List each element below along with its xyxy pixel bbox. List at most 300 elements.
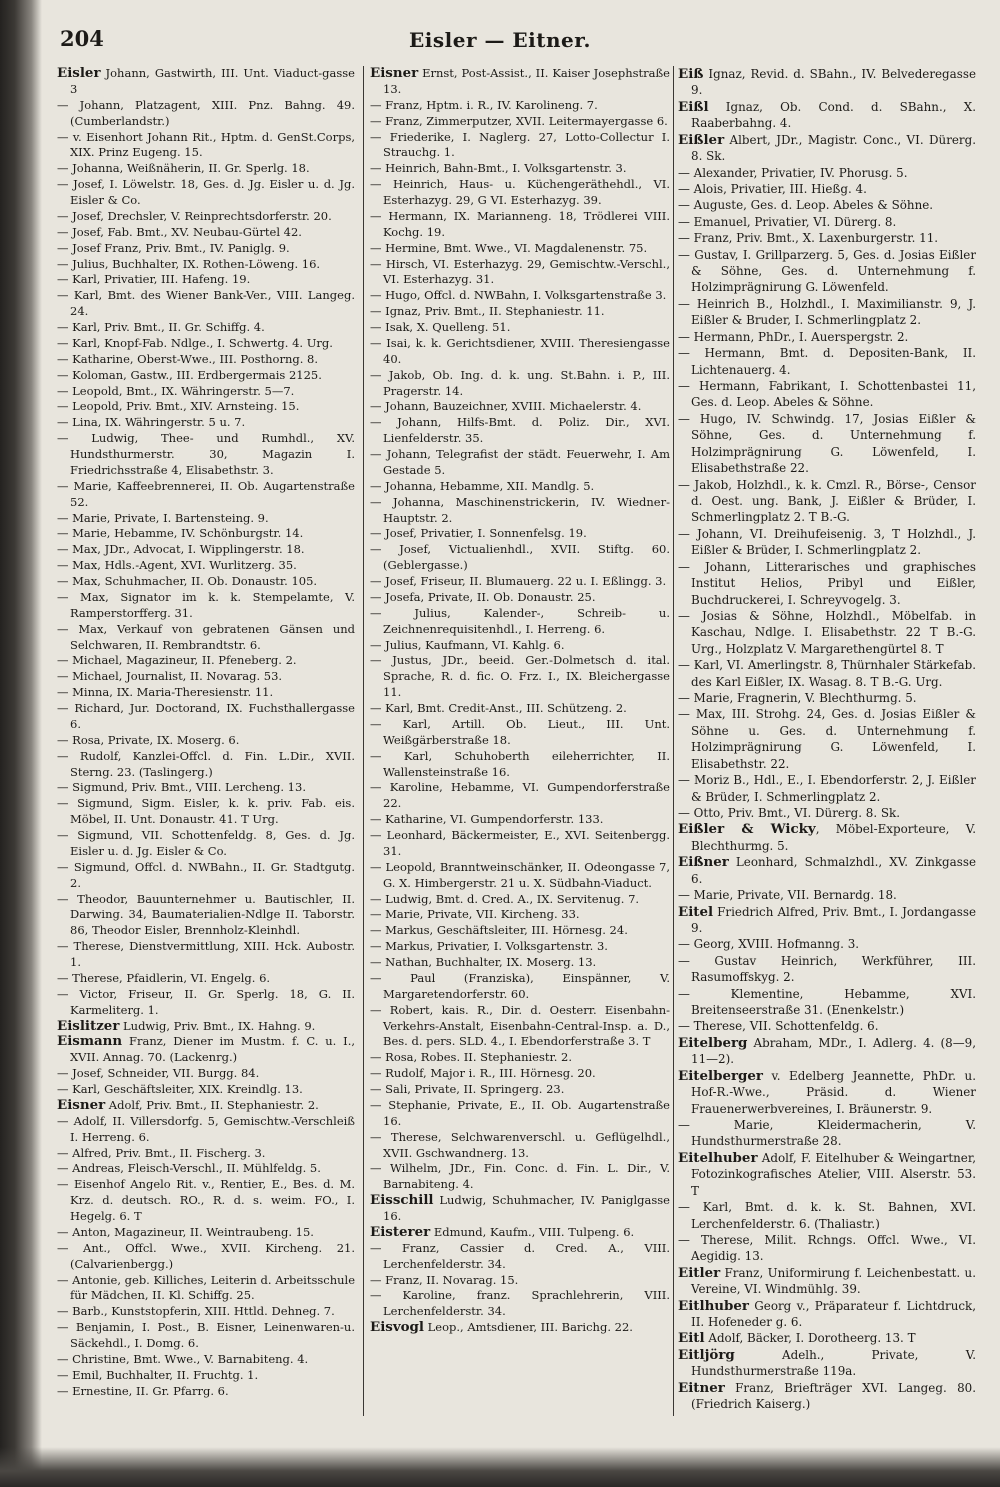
entry-text: — Nathan, Buchhalter, IX. Moserg. 13. [370, 955, 597, 969]
entry-text: Franz, Diener im Mustm. f. C. u. I., XVII. Annag. 70. (Lackenrg.) [70, 1034, 355, 1065]
directory-entry [370, 892, 670, 908]
directory-entry [57, 1114, 355, 1146]
entry-text: — Sigmund, Offcl. d. NWBahn., II. Gr. Stadtgutg. 2. [57, 859, 355, 890]
entry-surname: Eitelberger [678, 1067, 763, 1084]
entry-text: — Max, JDr., Advocat, I. Wipplingerstr. 18. [57, 542, 305, 557]
directory-entry [57, 733, 355, 749]
entry-text: Franz, Uniformirung f. Leichenbestatt. u. Vereine, VI. Windmühlg. 39. [691, 1265, 976, 1297]
directory-entry [57, 1161, 355, 1177]
entry-text: Albert, JDr., Magistr. Conc., VI. Dürerg. 8. Sk. [691, 132, 976, 164]
entry-text: Ignaz, Revid. d. SBahn., IV. Belvederegasse 9. [691, 67, 976, 98]
entry-text: — Heinrich B., Holzhdl., I. Maximilianstr. 9, J. Eißler & Bruder, I. Schmerlingplatz 2. [678, 296, 976, 328]
directory-entry [678, 559, 976, 608]
entry-text: — Hermann, IX. Marianneng. 18, Trödlerei VIII. Kochg. 19. [370, 208, 670, 239]
directory-entry [678, 936, 976, 952]
directory-entry [57, 653, 355, 669]
entry-text: — Otto, Priv. Bmt., VI. Dürerg. 8. Sk. [678, 805, 901, 820]
directory-entry [57, 971, 355, 987]
directory-entry [678, 1199, 976, 1232]
entry-text: — Therese, Milit. Rchngs. Offcl. Wwe., VI. Aegidig. 13. [678, 1232, 976, 1264]
entry-text: — Karl, Schuhoberth eileherrichter, II. Wallensteinstraße 16. [370, 748, 670, 779]
entry-text: — Karoline, Hebamme, VI. Gumpendorferstraße 22. [370, 780, 670, 811]
directory-entry [678, 411, 976, 477]
page-gutter-shadow [0, 0, 42, 1487]
entry-text: Ignaz, Ob. Cond. d. SBahn., X. Raaberbahng. 4. [691, 99, 976, 131]
directory-entry [370, 955, 670, 971]
page-header [0, 26, 1000, 60]
directory-entry [370, 241, 670, 257]
entry-text: — Johann, Litterarisches und graphisches Institut Helios, Pribyl und Eißler, Buchdruckerei, I. Schreyvogelg. 3. [678, 559, 976, 607]
entry-text: — Josef, Schneider, VII. Burgg. 84. [57, 1066, 260, 1081]
entry-surname: Eislitzer [57, 1017, 120, 1034]
directory-entry [370, 828, 670, 860]
entry-text: — Sigmund, Sigm. Eisler, k. k. priv. Fab. eis. Möbel, II. Unt. Donaustr. 41. T Urg. [57, 796, 355, 827]
entry-text: — Josef, Victualienhdl., XVII. Stiftg. 60. (Geblergasse.) [370, 542, 670, 573]
entry-text: Adolf, Priv. Bmt., II. Stephaniestr. 2. [105, 1097, 319, 1112]
entry-text: — Johanna, Weißnäherin, II. Gr. Sperlg. 18. [57, 161, 310, 176]
entry-text: — Julius, Kalender-, Schreib- u. Zeichnenrequisitenhdl., I. Herreng. 6. [370, 605, 670, 636]
entry-text: — Johann, Telegrafist der städt. Feuerwehr, I. Am Gestade 5. [370, 447, 670, 477]
entry-text: — Johann, VI. Dreihufeisenig. 3, T Holzhdl., J. Eißler & Brüder, I. Schmerlingplatz 2. [678, 526, 976, 558]
directory-entry [678, 1035, 976, 1068]
entry-text: — Marie, Hebamme, IV. Schönburgstr. 14. [57, 526, 304, 541]
directory-entry [57, 701, 355, 733]
entry-text: — Michael, Magazineur, II. Pfeneberg. 2. [57, 653, 297, 668]
entry-text: — Ernestine, II. Gr. Pfarrg. 6. [57, 1383, 229, 1398]
directory-entry [370, 114, 670, 130]
entry-text: — Karl, Knopf-Fab. Ndlge., I. Schwertg. 4. Urg. [57, 335, 333, 350]
entry-text: — Hermine, Bmt. Wwe., VI. Magdalenenstr. 75. [370, 240, 648, 255]
entry-text: — Rosa, Robes. II. Stephaniestr. 2. [370, 1050, 573, 1065]
entry-text: — Michael, Journalist, II. Novarag. 53. [57, 669, 283, 684]
entry-text: — Karl, Geschäftsleiter, XIX. Kreindlg. 13. [57, 1082, 303, 1096]
entry-text: — Leopold, Branntweinschänker, II. Odeongasse 7, G. X. Himbergerstr. 21 u. X. Südbahn-Viaduct. [370, 859, 670, 890]
directory-entry [370, 590, 670, 606]
directory-entry [678, 986, 976, 1019]
entry-text: — Karl, Bmt. Credit-Anst., III. Schützeng. 2. [370, 701, 627, 715]
entry-text: Abraham, MDr., I. Adlerg. 4. (8—9, 11—2). [691, 1035, 976, 1067]
directory-entry [370, 415, 670, 447]
entry-text: — v. Eisenhort Johann Rit., Hptm. d. GenSt.Corps, XIX. Prinz Eugeng. 15. [57, 129, 355, 160]
entry-surname: Eitelberg [678, 1034, 748, 1051]
entry-text: — Katharine, Oberst-Wwe., III. Posthorng. 8. [57, 351, 319, 366]
entry-text: — Sigmund, Priv. Bmt., VIII. Lercheng. 13. [57, 780, 306, 795]
entry-text: — Franz, Hptm. i. R., IV. Karolineng. 7. [370, 97, 598, 112]
directory-entry [678, 378, 976, 411]
directory-entry [678, 230, 976, 246]
entry-text: — Karl, Priv. Bmt., II. Gr. Schiffg. 4. [57, 320, 265, 334]
entry-text: — Johann, Platzagent, XIII. Pnz. Bahng. 49. (Cumberlandstr.) [57, 97, 355, 128]
directory-entry [678, 247, 976, 296]
entry-text: — Max, Hdls.-Agent, XVI. Wurlitzerg. 35. [57, 558, 297, 573]
directory-entry [678, 1232, 976, 1265]
directory-entry [370, 638, 670, 654]
directory-entry [370, 717, 670, 749]
entry-text: — Therese, Dienstvermittlung, XIII. Hck. Aubostr. 1. [57, 939, 355, 969]
directory-entry [370, 1082, 670, 1098]
entry-text: Friedrich Alfred, Priv. Bmt., I. Jordangasse 9. [691, 904, 976, 935]
entry-text: — Sigmund, VII. Schottenfeldg. 8, Ges. d. Jg. Eisler u. d. Jg. Eisler & Co. [57, 828, 355, 858]
entry-text: — Marie, Private, VII. Kircheng. 33. [370, 907, 580, 922]
directory-entry [678, 690, 976, 706]
directory-entry [57, 1146, 355, 1162]
entry-surname: Eismann [57, 1033, 123, 1050]
directory-entry [678, 66, 976, 99]
entry-text: — Franz, Cassier d. Cred. A., VIII. Lerchenfelderstr. 34. [370, 1240, 670, 1271]
directory-entry [678, 1347, 976, 1380]
page-bottom-shadow [0, 1447, 1000, 1487]
entry-text: Adolf, Bäcker, I. Dorotheerg. 13. T [704, 1331, 916, 1346]
directory-entry [678, 132, 976, 165]
directory-entry [370, 907, 670, 923]
entry-text: — Marie, Kleidermacherin, V. Hundsthurmerstraße 28. [678, 1118, 976, 1149]
directory-entry [370, 209, 670, 241]
entry-text: — Max, Verkauf von gebratenen Gänsen und Selchwaren, II. Rembrandtstr. 6. [57, 621, 355, 652]
directory-entry [57, 511, 355, 527]
entry-surname: Eisterer [370, 1223, 431, 1240]
entry-text: — Marie, Private, VII. Bernardg. 18. [678, 888, 897, 903]
directory-entry [57, 1320, 355, 1352]
directory-entry [57, 177, 355, 209]
directory-entry [370, 1273, 670, 1289]
entry-text: — Josef, Fab. Bmt., XV. Neubau-Gürtel 42. [57, 224, 302, 239]
directory-entry [678, 904, 976, 937]
directory-entry [678, 706, 976, 772]
directory-entry [370, 320, 670, 336]
directory-entry [370, 923, 670, 939]
entry-text: — Stephanie, Private, E., II. Ob. Augartenstraße 16. [370, 1097, 670, 1128]
directory-entry [678, 1330, 976, 1346]
entry-text: Ernst, Post-Assist., II. Kaiser Josephstraße 13. [383, 66, 670, 96]
directory-entry [370, 542, 670, 574]
directory-entry [678, 165, 976, 181]
entry-text: , Möbel-Exporteure, V. Blechthurmg. 5. [691, 822, 976, 853]
entry-text: — Josias & Söhne, Holzhdl., Möbelfab. in Kaschau, Ndlge. I. Elisabethstr. 22 T B.-G. Urg., Holzplatz V. Margarethengürtel 8. T [678, 608, 976, 656]
directory-entry [370, 1130, 670, 1162]
entry-surname: Eiß [678, 66, 704, 82]
directory-entry [678, 99, 976, 132]
directory-entry [370, 447, 670, 479]
entry-text: — Hermann, Bmt. d. Depositen-Bank, II. Lichtenauerg. 4. [678, 346, 976, 377]
entry-text: — Johanna, Hebamme, XII. Mandlg. 5. [370, 478, 595, 493]
directory-entry [57, 1034, 355, 1066]
entry-text: — Karl, Artill. Ob. Lieut., III. Unt. Weißgärberstraße 18. [370, 716, 670, 747]
directory-entry [370, 574, 670, 590]
directory-entry [57, 1241, 355, 1273]
directory-entry [57, 1066, 355, 1082]
directory-entry [370, 1320, 670, 1336]
entry-text: — Benjamin, I. Post., B. Eisner, Leinenwaren-u. Säckehdl., I. Domg. 6. [57, 1320, 355, 1350]
directory-entry [678, 181, 976, 197]
entry-text: — Franz, Zimmerputzer, XVII. Leitermayergasse 6. [370, 113, 668, 128]
directory-entry [678, 1018, 976, 1034]
entry-surname: Eisvogl [370, 1319, 424, 1336]
directory-entry [678, 1298, 976, 1331]
entry-text: — Karoline, franz. Sprachlehrerin, VIII. Lerchenfelderstr. 34. [370, 1288, 670, 1319]
directory-entry [370, 812, 670, 828]
directory-entry [57, 558, 355, 574]
directory-entry [57, 241, 355, 257]
entry-text: — Emil, Buchhalter, II. Fruchtg. 1. [57, 1367, 259, 1382]
directory-entry [678, 805, 976, 821]
entry-text: Adolf, F. Eitelhuber & Weingartner, Fotozinkografisches Atelier, VIII. Alserstr. 53. T [691, 1150, 976, 1198]
directory-entry [57, 939, 355, 971]
directory-entry [370, 257, 670, 289]
entry-surname: Eißler & Wicky [678, 821, 816, 838]
directory-entry [57, 1384, 355, 1400]
entry-surname: Eißler [678, 131, 725, 148]
entry-surname: Eißner [678, 854, 729, 871]
entry-text: — Andreas, Fleisch-Verschl., II. Mühlfeldg. 5. [57, 1161, 321, 1176]
entry-text: — Antonie, geb. Killiches, Leiterin d. Arbeitsschule für Mädchen, II. Kl. Schiffg. 25. [57, 1272, 355, 1303]
entry-text: — Josef Franz, Priv. Bmt., IV. Paniglg. 9. [57, 240, 290, 255]
entry-text: — Rudolf, Kanzlei-Offcl. d. Fin. L.Dir., XVII. Sterng. 23. (Taslingerg.) [57, 748, 355, 779]
directory-entry [57, 161, 355, 177]
entry-text: — Markus, Privatier, I. Volksgartenstr. 3. [370, 939, 608, 954]
entry-text: Franz, Briefträger XVI. Langeg. 80. (Friedrich Kaiserg.) [691, 1380, 976, 1412]
entry-text: — Leonhard, Bäckermeister, E., XVI. Seitenbergg. 31. [370, 828, 670, 858]
directory-entry [678, 526, 976, 559]
directory-entry [678, 477, 976, 526]
entry-text: Edmund, Kaufm., VIII. Tulpeng. 6. [430, 1224, 635, 1239]
directory-entry [678, 197, 976, 213]
directory-entry [57, 749, 355, 781]
directory-entry [57, 1225, 355, 1241]
directory-entry [370, 971, 670, 1003]
entry-text: — Wilhelm, JDr., Fin. Conc. d. Fin. L. Dir., V. Barnabiteng. 4. [370, 1161, 670, 1192]
entry-text: — Theodor, Bauunternehmer u. Bautischler, II. Darwing. 34, Baumaterialien-Ndlge II. Taborstr. 86, Theodor Eisler, Brennholz-Kleinhdl. [57, 891, 355, 938]
entry-text: — Barb., Kunststopferin, XIII. Httld. Dehneg. 7. [57, 1304, 335, 1319]
directory-entry [57, 272, 355, 288]
directory-entry [57, 892, 355, 940]
directory-entry [370, 749, 670, 781]
directory-entry [370, 1193, 670, 1225]
entry-text: — Josef, Drechsler, V. Reinprechtsdorferstr. 20. [57, 208, 332, 223]
directory-entry [370, 130, 670, 162]
directory-entry [57, 98, 355, 130]
directory-entry [57, 479, 355, 511]
directory-entry [678, 821, 976, 854]
directory-entry [678, 214, 976, 230]
entry-text: — Franz, II. Novarag. 15. [370, 1272, 519, 1287]
entry-text: — Robert, kais. R., Dir. d. Oesterr. Eisenbahn-Verkehrs-Anstalt, Eisenbahn-Central-Insp. a. D., Bes. d. pers. SLD. 4., I. Ebendorferstraße 3. T [370, 1002, 670, 1049]
entry-text: — Leopold, Bmt., IX. Währingerstr. 5—7. [57, 383, 295, 398]
directory-entry [678, 1380, 976, 1413]
entry-text: — Klementine, Hebamme, XVI. Breitenseerstraße 31. (Enenkelstr.) [678, 986, 976, 1018]
directory-entry [370, 701, 670, 717]
entry-text: — Richard, Jur. Doctorand, IX. Fuchsthallergasse 6. [57, 701, 355, 731]
directory-entry [678, 608, 976, 657]
directory-entry [57, 780, 355, 796]
directory-entry [57, 336, 355, 352]
entry-text: — Karl, Privatier, III. Hafeng. 19. [57, 272, 251, 287]
entry-text: — Hirsch, VI. Esterhazyg. 29, Gemischtw.-Verschl., VI. Esterhazyg. 31. [370, 256, 670, 287]
directory-entry [57, 1019, 355, 1035]
entry-text: — Victor, Friseur, II. Gr. Sperlg. 18, G. II. Karmeliterg. 1. [57, 986, 355, 1017]
directory-entry [678, 1117, 976, 1150]
entry-text: — Alexander, Privatier, IV. Phorusg. 5. [678, 165, 908, 180]
directory-entry [57, 288, 355, 320]
entry-text: — Moriz B., Hdl., E., I. Ebendorferstr. 2, J. Eißler & Brüder, I. Schmerlingplatz 2. [678, 773, 976, 804]
entry-text: — Markus, Geschäftsleiter, III. Hörnesg. 24. [370, 923, 628, 938]
directory-entry [678, 1265, 976, 1298]
directory-entry [370, 1225, 670, 1241]
directory-entry [370, 368, 670, 400]
directory-entry [370, 1066, 670, 1082]
entry-text: — Hermann, PhDr., I. Auerspergstr. 2. [678, 329, 909, 344]
entry-text: — Gustav, I. Grillparzerg. 5, Ges. d. Josias Eißler & Söhne, Ges. d. Unternehmung f. Holzimprägnirung G. Löwenfeld. [678, 247, 976, 295]
directory-entry [678, 657, 976, 690]
directory-entry [57, 1304, 355, 1320]
directory-entry [57, 209, 355, 225]
entry-text: — Emanuel, Privatier, VI. Dürerg. 8. [678, 214, 897, 229]
entry-text: — Minna, IX. Maria-Theresienstr. 11. [57, 685, 274, 700]
entry-text: Leonhard, Schmalzhdl., XV. Zinkgasse 6. [691, 855, 976, 886]
column-1 [57, 66, 355, 1418]
entry-text: — Josefa, Private, II. Ob. Donaustr. 25. [370, 589, 596, 604]
entry-text: — Isak, X. Quelleng. 51. [370, 320, 511, 334]
entry-text: — Rosa, Private, IX. Moserg. 6. [57, 732, 240, 747]
directory-entry [678, 953, 976, 986]
entry-surname: Eitlhuber [678, 1297, 749, 1314]
entry-text: — Franz, Priv. Bmt., X. Laxenburgerstr. 11. [678, 231, 939, 246]
entry-text: — Christine, Bmt. Wwe., V. Barnabiteng. 4. [57, 1351, 309, 1366]
directory-entry [678, 296, 976, 329]
directory-entry [57, 66, 355, 98]
directory-entry [370, 1050, 670, 1066]
entry-text: — Johanna, Maschinenstrickerin, IV. Wiedner-Hauptstr. 2. [370, 494, 670, 525]
entry-text: — Max, Signator im k. k. Stempelamte, V. Ramperstorfferg. 31. [57, 589, 355, 620]
directory-entry [370, 304, 670, 320]
entry-text: — Jakob, Holzhdl., k. k. Cmzl. R., Börse-, Censor d. Oest. ung. Bank, J. Eißler & Brüder, I. Schmerlingplatz 2. T B.-G. [678, 477, 976, 525]
directory-entry [57, 431, 355, 479]
entry-text: — Georg, XVIII. Hofmanng. 3. [678, 937, 860, 952]
directory-entry [57, 669, 355, 685]
entry-text: — Marie, Private, I. Bartensteing. 9. [57, 510, 269, 525]
entry-text: Johann, Gastwirth, III. Unt. Viaduct-gasse 3 [70, 66, 355, 96]
entry-text: — Adolf, II. Villersdorfg. 5, Gemischtw.-Verschleiß I. Herreng. 6. [57, 1113, 355, 1144]
entry-text: — Katharine, VI. Gumpendorferstr. 133. [370, 812, 604, 827]
directory-entry [678, 887, 976, 903]
entry-text: Adelh., Private, V. Hundsthurmerstraße 119a. [691, 1347, 976, 1379]
entry-text: — Therese, Pfaidlerin, VI. Engelg. 6. [57, 970, 271, 985]
entry-surname: Eitel [678, 903, 714, 920]
entry-text: — Gustav Heinrich, Werkführer, III. Rasumoffskyg. 2. [678, 953, 976, 985]
directory-entry [370, 1288, 670, 1320]
directory-entry [57, 1177, 355, 1225]
directory-entry [370, 1098, 670, 1130]
directory-entry [57, 1352, 355, 1368]
entry-text: — Alois, Privatier, III. Hießg. 4. [678, 181, 867, 196]
entry-surname: Eisner [370, 66, 419, 81]
directory-entry [370, 495, 670, 527]
directory-entry [57, 1273, 355, 1305]
entry-surname: Eitner [678, 1379, 725, 1396]
directory-entry [678, 854, 976, 887]
directory-entry [370, 1003, 670, 1051]
entry-text: — Jakob, Ob. Ing. d. k. ung. St.Bahn. i. P., III. Pragerstr. 14. [370, 367, 670, 398]
directory-entry [370, 1161, 670, 1193]
entry-text: — Johann, Bauzeichner, XVIII. Michaelerstr. 4. [370, 399, 642, 414]
directory-entry [370, 939, 670, 955]
directory-entry [57, 352, 355, 368]
entry-text: — Alfred, Priv. Bmt., II. Fischerg. 3. [57, 1145, 266, 1160]
entry-text: Ludwig, Priv. Bmt., IX. Hahng. 9. [119, 1018, 316, 1033]
entry-text: — Hermann, Fabrikant, I. Schottenbastei 11, Ges. d. Leop. Abeles & Söhne. [678, 379, 976, 410]
entry-text: — Karl, VI. Amerlingstr. 8, Thürnhaler Stärkefab. des Karl Eißler, IX. Wasag. 8. T B.-G. Urg. [678, 658, 976, 689]
directory-entry [57, 225, 355, 241]
entry-text: v. Edelberg Jeannette, PhDr. u. Hof-R.-Wwe., Präsid. d. Wiener Frauenerwerbvereines, I. Bräunerstr. 9. [691, 1068, 976, 1116]
entry-text: — Karl, Bmt. des Wiener Bank-Ver., VIII. Langeg. 24. [57, 288, 355, 319]
entry-surname: Eisner [57, 1096, 106, 1113]
directory-entry [370, 526, 670, 542]
directory-entry [57, 257, 355, 273]
directory-entry [57, 590, 355, 622]
directory-entry [57, 130, 355, 162]
entry-text: — Heinrich, Haus- u. Küchengeräthehdl., VI. Esterhazyg. 29, G VI. Esterhazyg. 39. [370, 177, 670, 207]
directory-entry [370, 288, 670, 304]
entry-surname: Eitelhuber [678, 1149, 758, 1166]
directory-entry [678, 345, 976, 378]
entry-text: — Ludwig, Bmt. d. Cred. A., IX. Servitenug. 7. [370, 891, 640, 906]
entry-text: — Therese, Selchwarenverschl. u. Geflügelhdl., XVII. Gschwandnerg. 13. [370, 1129, 670, 1160]
directory-entry [57, 1082, 355, 1098]
directory-entry [370, 860, 670, 892]
directory-entry [57, 542, 355, 558]
entry-text: — Hugo, IV. Schwindg. 17, Josias Eißler & Söhne, Ges. d. Unternehmung f. Holzimprägnirung G. Löwenfeld, I. Elisabethstraße 22. [678, 411, 976, 476]
entry-text: — Anton, Magazineur, II. Weintraubeng. 15. [57, 1224, 314, 1239]
entry-text: Georg v., Präparateur f. Lichtdruck, II. Hofeneder g. 6. [691, 1298, 976, 1330]
entry-text: — Eisenhof Angelo Rit. v., Rentier, E., Bes. d. M. Krz. d. deutsch. RO., R. d. s. weim. FO., I. Hegelg. 6. T [57, 1177, 355, 1223]
entry-text: — Lina, IX. Währingerstr. 5 u. 7. [57, 415, 246, 430]
page-number: 204 [60, 26, 104, 51]
directory-entry [57, 828, 355, 860]
directory-entry [370, 479, 670, 495]
directory-entry [678, 1068, 976, 1117]
entry-text: — Koloman, Gastw., III. Erdbergermais 2125. [57, 367, 322, 382]
entry-text: — Therese, VII. Schottenfeldg. 6. [678, 1019, 879, 1034]
entry-text: — Karl, Bmt. d. k. k. St. Bahnen, XVI. Lerchenfelderstr. 6. (Thaliastr.) [678, 1200, 976, 1231]
directory-entry [678, 1150, 976, 1199]
directory-entry [57, 320, 355, 336]
entry-surname: Eitler [678, 1264, 721, 1281]
directory-entry [370, 336, 670, 368]
entry-text: — Max, III. Strohg. 24, Ges. d. Josias Eißler & Söhne u. Ges. d. Unternehmung f. Holzimprägnirung G. Löwenfeld, I. Elisabethstr. 22. [678, 707, 976, 771]
directory-entry [370, 161, 670, 177]
directory-entry [57, 368, 355, 384]
directory-entry [678, 329, 976, 345]
directory-entry [57, 1368, 355, 1384]
entry-text: — Paul (Franziska), Einspänner, V. Margaretendorferstr. 60. [370, 970, 670, 1001]
directory-entry [370, 1241, 670, 1273]
entry-surname: Eisler [57, 66, 101, 81]
entry-surname: Eitl [678, 1330, 705, 1347]
directory-entry [370, 606, 670, 638]
entry-text: — Josef, Friseur, II. Blumauerg. 22 u. I. Eßlingg. 3. [370, 574, 667, 588]
directory-entry [370, 98, 670, 114]
entry-text: — Marie, Fragnerin, V. Blechthurmg. 5. [678, 691, 917, 706]
directory-entry [370, 399, 670, 415]
directory-entry [57, 526, 355, 542]
entry-text: — Isai, k. k. Gerichtsdiener, XVIII. Theresiengasse 40. [370, 335, 670, 366]
entry-text: — Julius, Kaufmann, VI. Kahlg. 6. [370, 637, 565, 652]
directory-entry [57, 622, 355, 654]
entry-text: — Justus, JDr., beeid. Ger.-Dolmetsch d. ital. Sprache, R. d. fic. O. Frz. I., IX. Bleichergasse 11. [370, 653, 670, 700]
directory-entry [57, 987, 355, 1019]
directory-entry [57, 399, 355, 415]
directory-entry [57, 384, 355, 400]
column-divider [363, 66, 364, 1416]
